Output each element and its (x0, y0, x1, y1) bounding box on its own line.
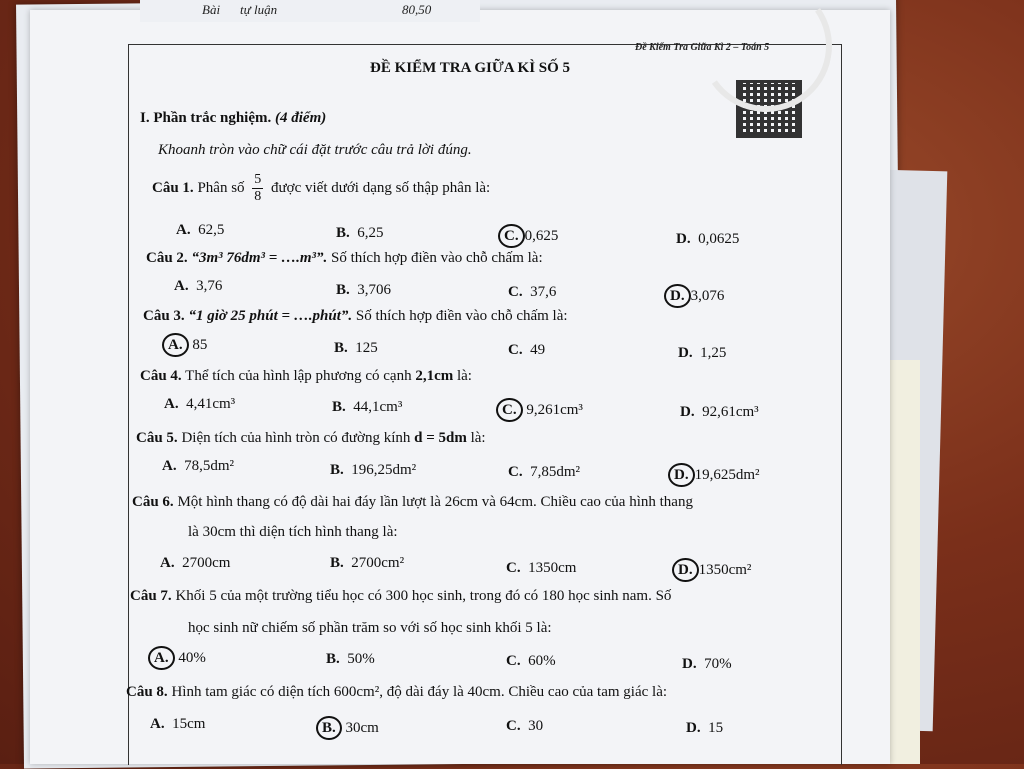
instruction-text: Khoanh tròn vào chữ cái đặt trước câu trả lời đúng. (158, 142, 472, 158)
fraction: $\frac{5}{8}$ (254, 172, 262, 204)
q1-option-d[interactable]: D. 0,0625 (676, 231, 740, 247)
q8-option-b[interactable]: B. 30cm (316, 716, 379, 740)
q3-option-c[interactable]: C. 49 (508, 342, 546, 358)
q1-option-b[interactable]: B. 6,25 (336, 225, 384, 241)
question-4: Câu 4. Thể tích của hình lập phương có cạnh 2,1cm là: (140, 368, 472, 384)
section-heading: I. Phần trắc nghiệm. (4 điểm) (140, 110, 327, 126)
q3-option-a[interactable]: A. 85 (162, 333, 207, 357)
q2-option-c[interactable]: C. 37,6 (508, 284, 557, 300)
q8-option-a[interactable]: A. 15cm (150, 716, 206, 732)
circled-answer: D. (664, 284, 691, 308)
question-6-line1: Câu 6. Một hình thang có độ dài hai đáy lần lượt là 26cm và 64cm. Chiều cao của hình thang (132, 494, 693, 510)
q8-option-d[interactable]: D. 15 (686, 720, 724, 736)
top-scrap-paper (140, 0, 480, 22)
circled-answer: C. (496, 398, 523, 422)
q4-option-b[interactable]: B. 44,1cm³ (332, 399, 403, 415)
q4-option-a[interactable]: A. 4,41cm³ (164, 396, 236, 412)
q6-option-c[interactable]: C. 1350cm (506, 560, 577, 576)
question-7-line2: học sinh nữ chiếm số phần trăm so với số học sinh khối 5 là: (188, 620, 552, 636)
q5-option-a[interactable]: A. 78,5dm² (162, 458, 235, 474)
exam-title: ĐỀ KIỂM TRA GIỮA KÌ SỐ 5 (370, 60, 571, 76)
q4-option-c[interactable]: C. 9,261cm³ (496, 398, 583, 422)
question-3: Câu 3. “1 giờ 25 phút = ….phút”. Số thích hợp điền vào chỗ chấm là: (143, 308, 568, 324)
q3-option-b[interactable]: B. 125 (334, 340, 378, 356)
question-6-line2: là 30cm thì diện tích hình thang là: (188, 524, 398, 540)
q5-option-b[interactable]: B. 196,25dm² (330, 462, 417, 478)
q1-option-a[interactable]: A. 62,5 (176, 222, 225, 238)
q2-option-b[interactable]: B. 3,706 (336, 282, 392, 298)
scrap-text-mid: tự luận (240, 2, 278, 17)
q8-option-c[interactable]: C. 30 (506, 718, 544, 734)
q6-option-b[interactable]: B. 2700cm² (330, 555, 405, 571)
question-5: Câu 5. Diện tích của hình tròn có đường kính d = 5dm là: (136, 430, 486, 446)
q2-option-d[interactable]: D. 3,076 (664, 284, 724, 308)
q7-option-d[interactable]: D. 70% (682, 656, 732, 672)
question-8: Câu 8. Hình tam giác có diện tích 600cm², độ dài đáy là 40cm. Chiều cao của tam giác là: (126, 684, 668, 700)
q4-option-d[interactable]: D. 92,61cm³ (680, 404, 759, 420)
q2-option-a[interactable]: A. 3,76 (174, 278, 223, 294)
question-1: Câu 1. Phân số $\frac{5}{8}$ được viết dưới dạng số thập phân là: (152, 172, 491, 204)
circled-answer: D. (672, 558, 699, 582)
question-7-line1: Câu 7. Khối 5 của một trường tiểu học có 300 học sinh, trong đó có 180 học sinh nam. Số (130, 588, 672, 604)
q7-option-a[interactable]: A. 40% (148, 646, 206, 670)
circled-answer: D. (668, 463, 695, 487)
circled-answer: C. (498, 224, 525, 248)
q5-option-d[interactable]: D. 19,625dm² (668, 463, 760, 487)
q3-option-d[interactable]: D. 1,25 (678, 345, 727, 361)
circled-answer: B. (316, 716, 342, 740)
scrap-text-left: Bài (202, 2, 221, 17)
scrap-text-right: 80,50 (402, 2, 432, 17)
q7-option-c[interactable]: C. 60% (506, 653, 556, 669)
q7-option-b[interactable]: B. 50% (326, 651, 375, 667)
q5-option-c[interactable]: C. 7,85dm² (508, 464, 581, 480)
q1-option-c[interactable]: C. 0,625 (498, 224, 558, 248)
q6-option-d[interactable]: D. 1350cm² (672, 558, 751, 582)
circled-answer: A. (148, 646, 175, 670)
q6-option-a[interactable]: A. 2700cm (160, 555, 231, 571)
circled-answer: A. (162, 333, 189, 357)
header-small-title: Đề Kiểm Tra Giữa Kì 2 – Toán 5 (635, 42, 770, 53)
question-2: Câu 2. “3m³ 76dm³ = ….m³”. Số thích hợp điền vào chỗ chấm là: (146, 250, 543, 266)
